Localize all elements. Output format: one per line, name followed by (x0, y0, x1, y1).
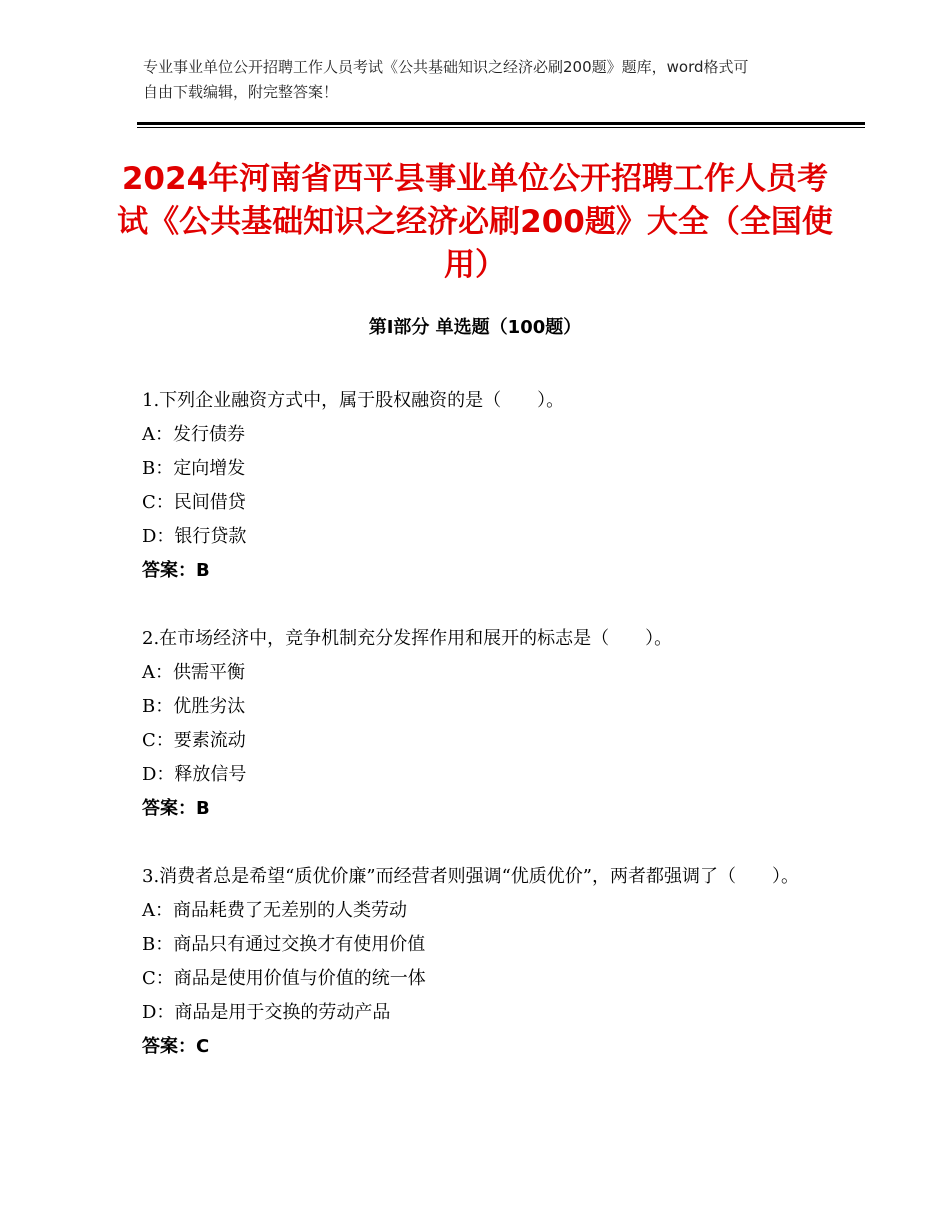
question-stem: 3.消费者总是希望“质优价廉”而经营者则强调“优质优价”，两者都强调了（ ）。 (142, 866, 799, 887)
question-1 (142, 384, 822, 588)
option-a: A：发行债券 (142, 424, 245, 445)
option-d: D：释放信号 (142, 764, 247, 785)
option-c: C：要素流动 (142, 730, 246, 751)
section-title: 第Ⅰ部分 单选题（100题） (368, 317, 582, 338)
question-3 (142, 860, 822, 1064)
header-rule-thick (137, 122, 865, 125)
option-b: B：商品只有通过交换才有使用价值 (142, 934, 426, 955)
answer: 答案：C (142, 1036, 210, 1057)
option-a: A：供需平衡 (142, 662, 245, 683)
question-stem: 2.在市场经济中，竞争机制充分发挥作用和展开的标志是（ ）。 (142, 628, 673, 649)
option-d: D：商品是用于交换的劳动产品 (142, 1002, 391, 1023)
header-note: 专业事业单位公开招聘工作人员考试《公共基础知识之经济必刷200题》题库，word格式可自由下载编辑，附完整答案！ (143, 58, 749, 101)
question-stem: 1.下列企业融资方式中，属于股权融资的是（ ）。 (142, 390, 565, 411)
option-b: B：定向增发 (142, 458, 246, 479)
question-list (142, 384, 822, 1098)
option-a: A：商品耗费了无差别的人类劳动 (142, 900, 407, 921)
option-c: C：商品是使用价值与价值的统一体 (142, 968, 426, 989)
question-2 (142, 622, 822, 826)
answer: 答案：B (142, 798, 210, 819)
option-b: B：优胜劣汰 (142, 696, 246, 717)
option-c: C：民间借贷 (142, 492, 246, 513)
answer: 答案：B (142, 560, 210, 581)
header-rule-thin (137, 127, 865, 128)
option-d: D：银行贷款 (142, 526, 247, 547)
document-title: 2024年河南省西平县事业单位公开招聘工作人员考试《公共基础知识之经济必刷200题》大全（全国使用） (117, 161, 833, 283)
